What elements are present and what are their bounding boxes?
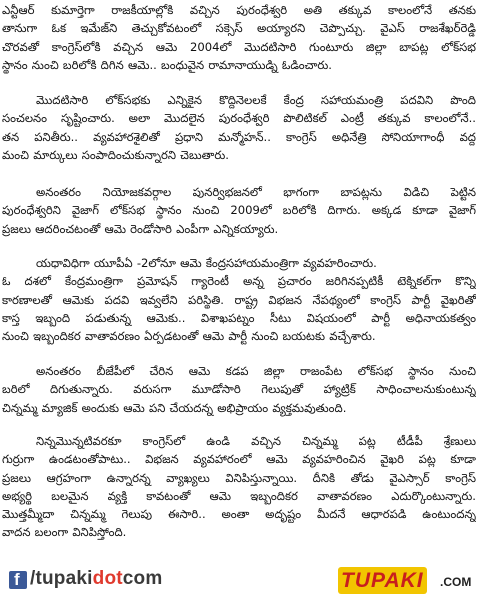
paragraph-2 (2, 91, 476, 164)
paragraph-line: కాస్త ఇబ్బంది పడుతున్న ఆమెకు.. విశాఖపట్నం సీటు విషయంలో పార్టీ అధినాయకత్వం (2, 310, 476, 325)
paragraph-line: పురంధేశ్వరిని వైజాగ్ లోక్‌సభ స్థానం నుంచి 2009లో బరిలోకి దిగారు. అక్కడ కూడా వైజాగ్ (2, 203, 476, 218)
paragraph-line: మొత్తమ్మీదా చిన్నమ్మ గెలుపు ఈసారి.. అంతా అదృష్టం మీదనే ఆధారపడి ఉంటుందన్న (2, 507, 476, 522)
paragraph-line: ప్రజలు ఆదరించటంతో ఆమె రెండోసారి ఎంపీగా ఎన్నికయ్యారు. (2, 221, 279, 236)
paragraph-line: మంచి మార్కులు సంపాదించుకున్నారని చెబుతారు. (2, 147, 229, 162)
paragraph-line: యధావిధిగా యూపీఏ -2లోనూ ఆమె కేంద్రసహాయమంత్రిగా వ్యవహరించారు. (36, 256, 377, 270)
paragraph-line: కారణాలతో ఆమెకు పదవి ఇవ్వలేని పరిస్థితి. రాష్ట్ర విభజన నేపథ్యంలో కాంగ్రెస్ పార్టీ వైఖరితో (2, 292, 476, 307)
paragraph-line: చిన్నమ్మ మ్యాజిక్ అందుకు ఆమె పని చేయదన్న అభిప్రాయం వ్యక్తమవుతుంది. (2, 400, 347, 415)
paragraph-line: నుంచి ఇబ్బందికర వాతావరణం ఏర్పడటంతో ఆమె పార్టీ నుంచి బయటకు వచ్చేశారు. (2, 329, 376, 344)
brand-prefix: /tupaki (30, 568, 93, 589)
paragraph-line: తన పనితీరు.. వ్యవహారశైలితో ప్రధాని మన్మోహన్.. కాంగ్రెస్ అధినేత్రి సోనియాగాంధీ వద్ద (2, 129, 476, 144)
paragraph-line: చొరవతో కాంగ్రెస్‌లోకి వచ్చిన ఆమె 2004లో మొదటిసారి గుంటూరు జిల్లా బాపట్ల లోక్‌సభ (2, 39, 476, 54)
paragraph-line: గుర్రుగా ఉండటంతోపాటు.. విభజన వ్యవహారంలో ఆమె వ్యవహరించిన వైఖరి పట్ల కూడా (2, 452, 476, 467)
paragraph-line: బరిలో దిగుతున్నారు. వరుసగా మూడోసారి గెలుపుతో హ్యాట్రిక్ సాధించాలనుకుంటున్న (2, 382, 476, 397)
brand-suffix: com (122, 568, 163, 589)
logo-wordmark: TUPAKI (338, 567, 427, 594)
paragraph-5 (2, 362, 476, 417)
paragraph-4 (2, 254, 476, 345)
paragraph-6 (2, 432, 476, 542)
tupaki-logo (338, 567, 478, 594)
paragraph-line: అనంతరం బీజేపీలో చేరిన ఆమె కడప జిల్లా రాజంపేట లోక్‌సభ స్థానం నుంచి (36, 364, 476, 378)
site-brand-link[interactable] (30, 568, 162, 590)
paragraph-line: తానుగా ఓక ఇమేజ్‌ని తెచ్చుకోవటంలో సక్సెస్ అయ్యారని చెప్పొచ్చు. వైఎస్ రాజశేఖర్‌రెడ్డి (2, 21, 476, 36)
paragraph-line: మొదటిసారి లోక్‌సభకు ఎన్నికైన కొద్దినెలలకే కేంద్ర సహాయమంత్రి పదవిని పొంది (36, 93, 476, 107)
paragraph-line: ఓ దశలో కేంద్రమంత్రిగా ప్రమోషన్ గ్యారెంటీ అన్న ప్రచారం జరిగినప్పటికీ టెక్నికల్‌గా కొన్ని (2, 274, 476, 289)
facebook-icon[interactable] (9, 571, 27, 589)
paragraph-line: అనంతరం నియోజకవర్గాల పునర్విభజనలో భాగంగా బాపట్లను విడిచి పెట్టిన (36, 185, 476, 199)
paragraph-line: ఎన్టీఆర్ కుమార్తెగా రాజకీయాల్లోకి వచ్చిన పురంధేశ్వరి అతి తక్కువ కాలంలోనే తనకు (2, 3, 476, 17)
paragraph-line: సంచలనం సృష్టించారు. అలా మొదలైన పురంధేశ్వరి పొలిటికల్ ఎంట్రీ తక్కువ కాలంలోనే.. (2, 111, 476, 126)
paragraph-line: వాదన బలంగా వినిపిస్తోంది. (2, 525, 127, 540)
brand-accent: dot (92, 568, 123, 589)
facebook-letter: f (14, 570, 20, 589)
paragraph-3 (2, 183, 476, 238)
logo-domain: .COM (440, 575, 472, 589)
paragraph-line: స్థానం నుంచి బరిలోకి దిగిన ఆమె.. బంధువైన రామానాయుడ్ని ఓడించారు. (2, 57, 332, 72)
paragraph-line: ప్రజలు ఆగ్రహంగా ఉన్నారన్న వ్యాఖ్యలు వినిపిస్తున్నాయి. దీనికి తోడు వైఎస్సార్ కాంగ్రెస్ (2, 470, 476, 485)
paragraph-1 (2, 1, 476, 74)
footer-bar (0, 566, 480, 596)
paragraph-line: అభ్యర్థి బలమైన వ్యక్తి కావటంతో ఆమె ఇబ్బందికర వాతావరణం ఎదుర్కొంటున్నారు. (2, 488, 476, 503)
paragraph-line: నిన్నమొన్నటివరకూ కాంగ్రెస్‌లో ఉండి వచ్చిన చిన్నమ్మ పట్ల టీడీపీ శ్రేణులు (36, 434, 476, 448)
